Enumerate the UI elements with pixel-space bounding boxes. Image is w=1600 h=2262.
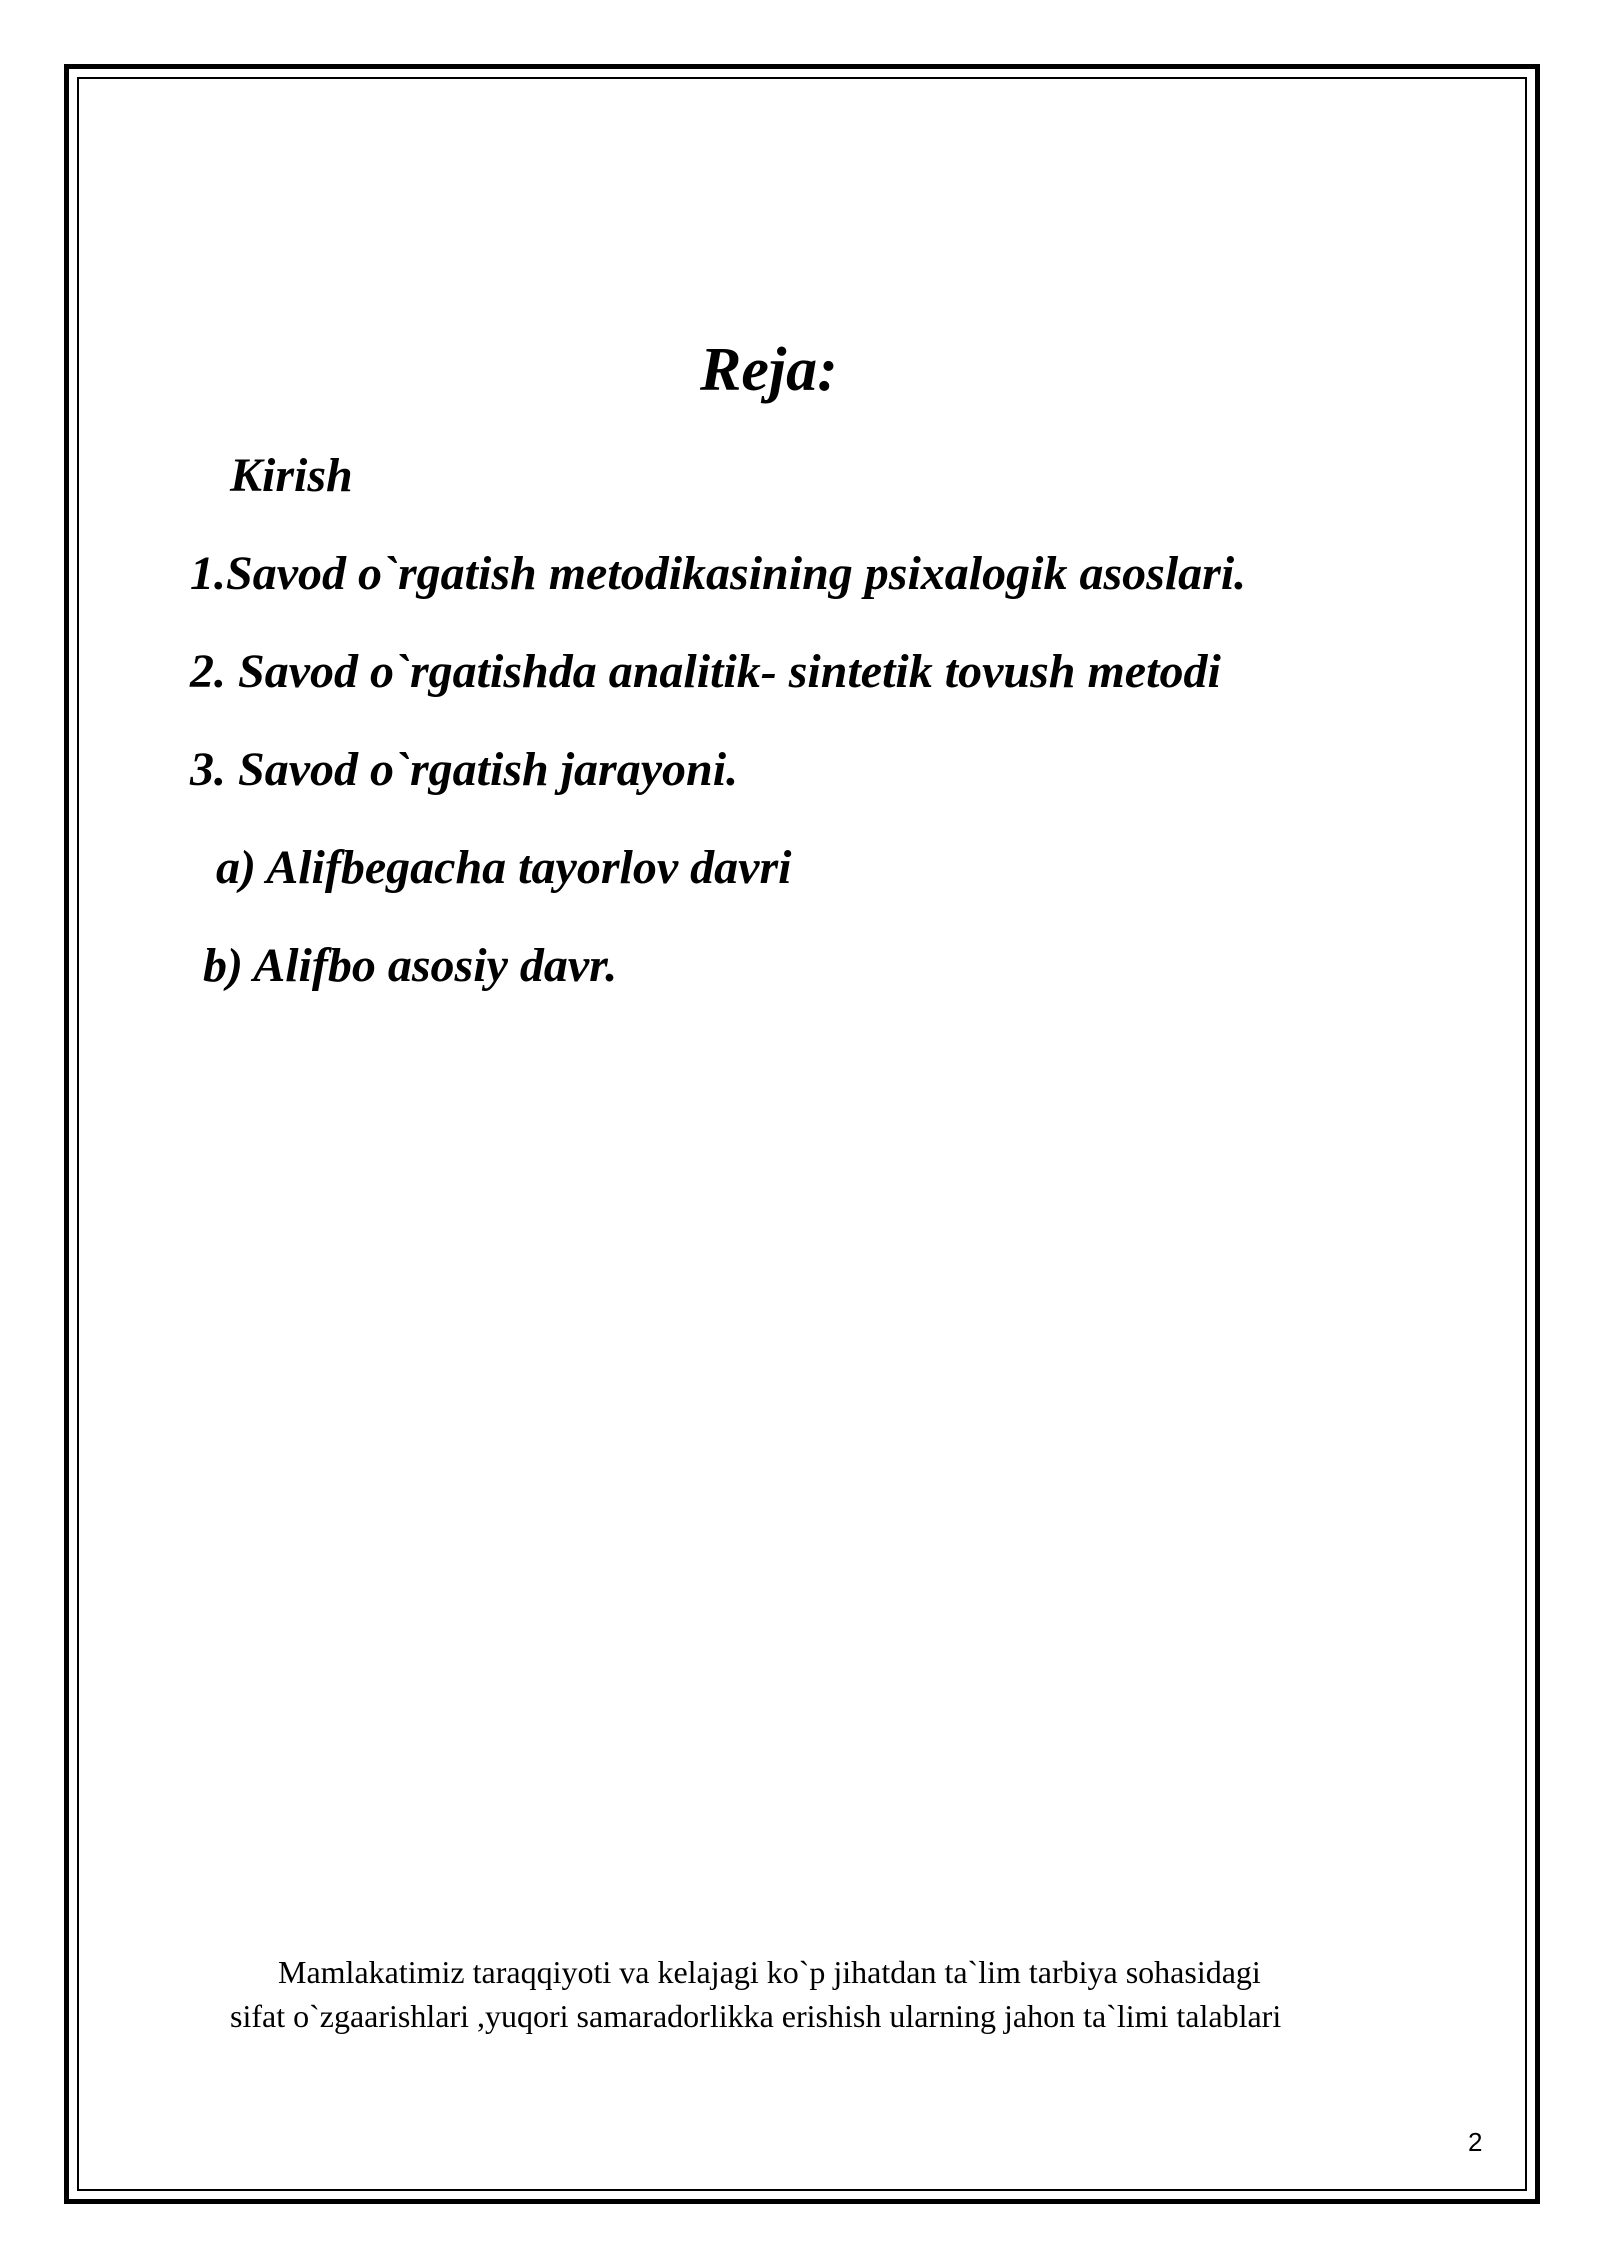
intro-line-2: sifat o`zgaarishlari ,yuqori samaradorlikka erishish ularning jahon ta`limi talablari bbox=[230, 1998, 1282, 2034]
plan-item-3: 3. Savod o`rgatish jarayoni. bbox=[190, 743, 739, 796]
intro-line-1: Mamlakatimiz taraqqiyoti va kelajagi ko`p jihatdan ta`lim tarbiya sohasidagi bbox=[278, 1954, 1261, 1990]
plan-item-2: 2. Savod o`rgatishda analitik- sintetik tovush metodi bbox=[190, 645, 1221, 698]
plan-item-3b: b) Alifbo asosiy davr. bbox=[203, 939, 618, 992]
plan-title: Reja: bbox=[700, 336, 838, 404]
plan-item-3a: a) Alifbegacha tayorlov davri bbox=[216, 841, 792, 894]
plan-item-kirish: Kirish bbox=[230, 449, 353, 502]
plan-item-1: 1.Savod o`rgatish metodikasining psixalogik asoslari. bbox=[190, 547, 1247, 600]
page-number: 2 bbox=[1468, 2127, 1483, 2157]
